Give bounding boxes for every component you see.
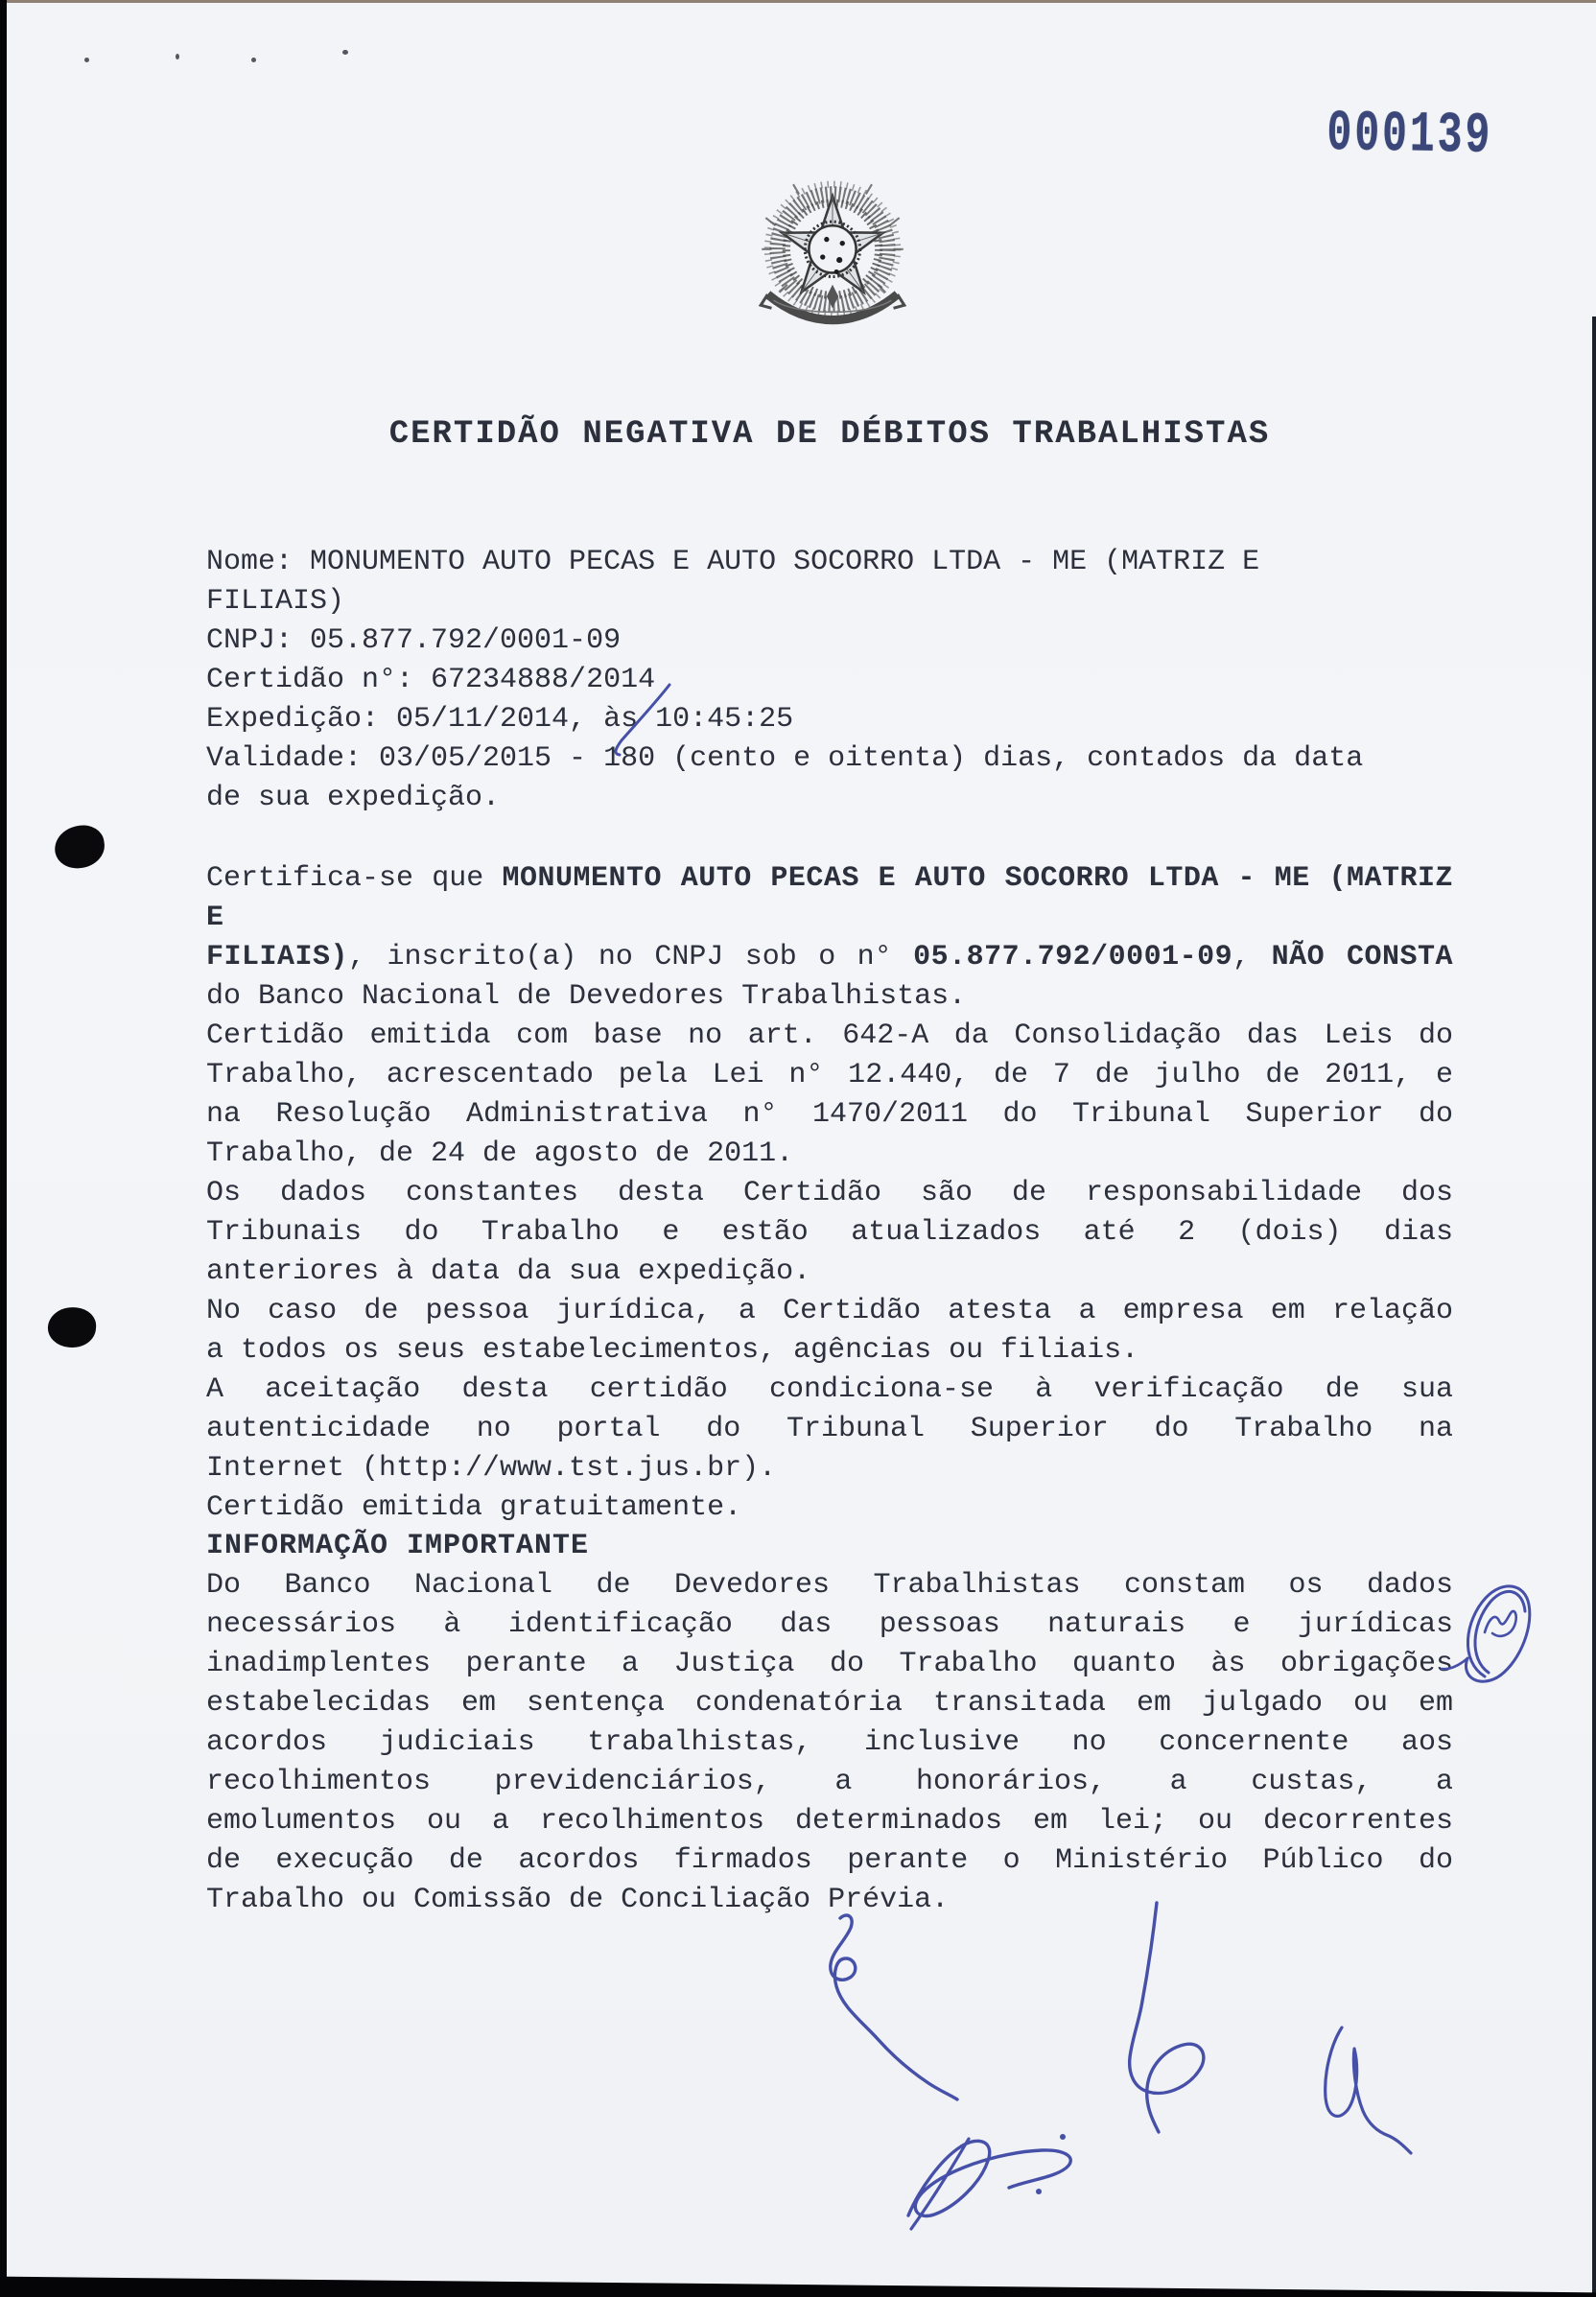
text-line: Trabalho, de 24 de agosto de 2011.: [206, 1137, 794, 1170]
brazil-coat-of-arms-icon: [754, 178, 911, 334]
rubric-initials-icon: [1442, 1586, 1530, 1681]
scan-edge-right: [1592, 316, 1596, 2297]
document-title: CERTIDÃO NEGATIVA DE DÉBITOS TRABALHISTAS: [388, 416, 1271, 453]
text-line: na Resolução Administrativa n° 1470/2011 do Tribunal Superior do: [206, 1098, 1453, 1131]
punch-hole-bottom: [46, 1305, 97, 1349]
important-info-heading: INFORMAÇÃO IMPORTANTE: [206, 1530, 590, 1562]
text-line: inadimplentes perante a Justiça do Trabalho quanto às obrigações: [206, 1648, 1453, 1680]
scan-speck: [84, 58, 89, 62]
text-line: recolhimentos previdenciários, a honorários, a custas, a: [206, 1766, 1453, 1798]
signature-scribble-bottom: [908, 2134, 1070, 2229]
text-line: Nome: MONUMENTO AUTO PECAS E AUTO SOCORRO LTDA - ME (MATRIZ E: [206, 546, 1260, 578]
text-line: Expedição: 05/11/2014, às 10:45:25: [206, 703, 794, 736]
page-number-stamp: 000139: [1326, 102, 1493, 171]
text-line: Certidão emitida com base no art. 642-A da Consolidação das Leis do: [206, 1020, 1453, 1052]
text-line: Trabalho ou Comissão de Conciliação Prévia.: [206, 1884, 950, 1916]
text-line: Tribunais do Trabalho e estão atualizados até 2 (dois) dias: [206, 1216, 1453, 1249]
text-line: Internet (http://www.tst.jus.br).: [206, 1452, 777, 1485]
scan-edge-left: [0, 0, 7, 2297]
text-line: A aceitação desta certidão condiciona-se à verificação de sua: [206, 1373, 1453, 1406]
text-line: FILIAIS): [206, 585, 345, 618]
text-line: estabelecidas em sentença condenatória transitada em julgado ou em: [206, 1687, 1453, 1720]
scan-speck: [176, 54, 179, 59]
text-line: emolumentos ou a recolhimentos determinados em lei; ou decorrentes: [206, 1805, 1453, 1838]
text-line: a todos os seus estabelecimentos, agências ou filiais.: [206, 1334, 1139, 1367]
text-line: acordos judiciais trabalhistas, inclusive no concernente aos: [206, 1726, 1453, 1759]
text-line: Os dados constantes desta Certidão são de responsabilidade dos: [206, 1177, 1453, 1209]
text-line: Certidão n°: 67234888/2014: [206, 664, 656, 696]
text-line: Do Banco Nacional de Devedores Trabalhistas constam os dados: [206, 1569, 1453, 1602]
signature-stroke-center: [1130, 1903, 1204, 2132]
text-line: Certidão emitida gratuitamente.: [206, 1491, 742, 1524]
important-info-paragraph: [206, 1566, 1453, 1920]
text-line: anteriores à data da sua expedição.: [206, 1255, 811, 1288]
text-line: de sua expedição.: [206, 782, 501, 814]
text-line: Certifica-se que MONUMENTO AUTO PECAS E AUTO SOCORRO LTDA - ME (MATRIZ E: [206, 862, 1453, 934]
text-line: No caso de pessoa jurídica, a Certidão atesta a empresa em relação: [206, 1295, 1453, 1327]
punch-hole-top: [52, 823, 107, 872]
text-line: Validade: 03/05/2015 - 180 (cento e oitenta) dias, contados da data: [206, 742, 1364, 775]
certification-paragraph: [206, 859, 1453, 1528]
text-line: necessários à identificação das pessoas naturais e jurídicas: [206, 1608, 1453, 1641]
text-line: Trabalho, acrescentado pela Lei n° 12.440, de 7 de julho de 2011, e: [206, 1059, 1453, 1091]
text-line: de execução de acordos firmados perante o Ministério Público do: [206, 1844, 1453, 1877]
signature-stroke-left: [831, 1915, 957, 2099]
text-line: autenticidade no portal do Tribunal Superior do Trabalho na: [206, 1413, 1453, 1445]
scan-edge-bottom: [0, 2272, 1596, 2297]
text-line: do Banco Nacional de Devedores Trabalhistas.: [206, 980, 967, 1013]
identification-block: [206, 543, 1453, 818]
scan-edge-top: [0, 0, 1596, 3]
scan-speck: [342, 50, 348, 55]
signature-stroke-right: [1326, 2027, 1411, 2153]
text-line: CNPJ: 05.877.792/0001-09: [206, 624, 622, 657]
text-line: FILIAIS), inscrito(a) no CNPJ sob o n° 05.877.792/0001-09, NÃO CONSTA: [206, 941, 1454, 973]
scan-speck: [251, 58, 256, 62]
